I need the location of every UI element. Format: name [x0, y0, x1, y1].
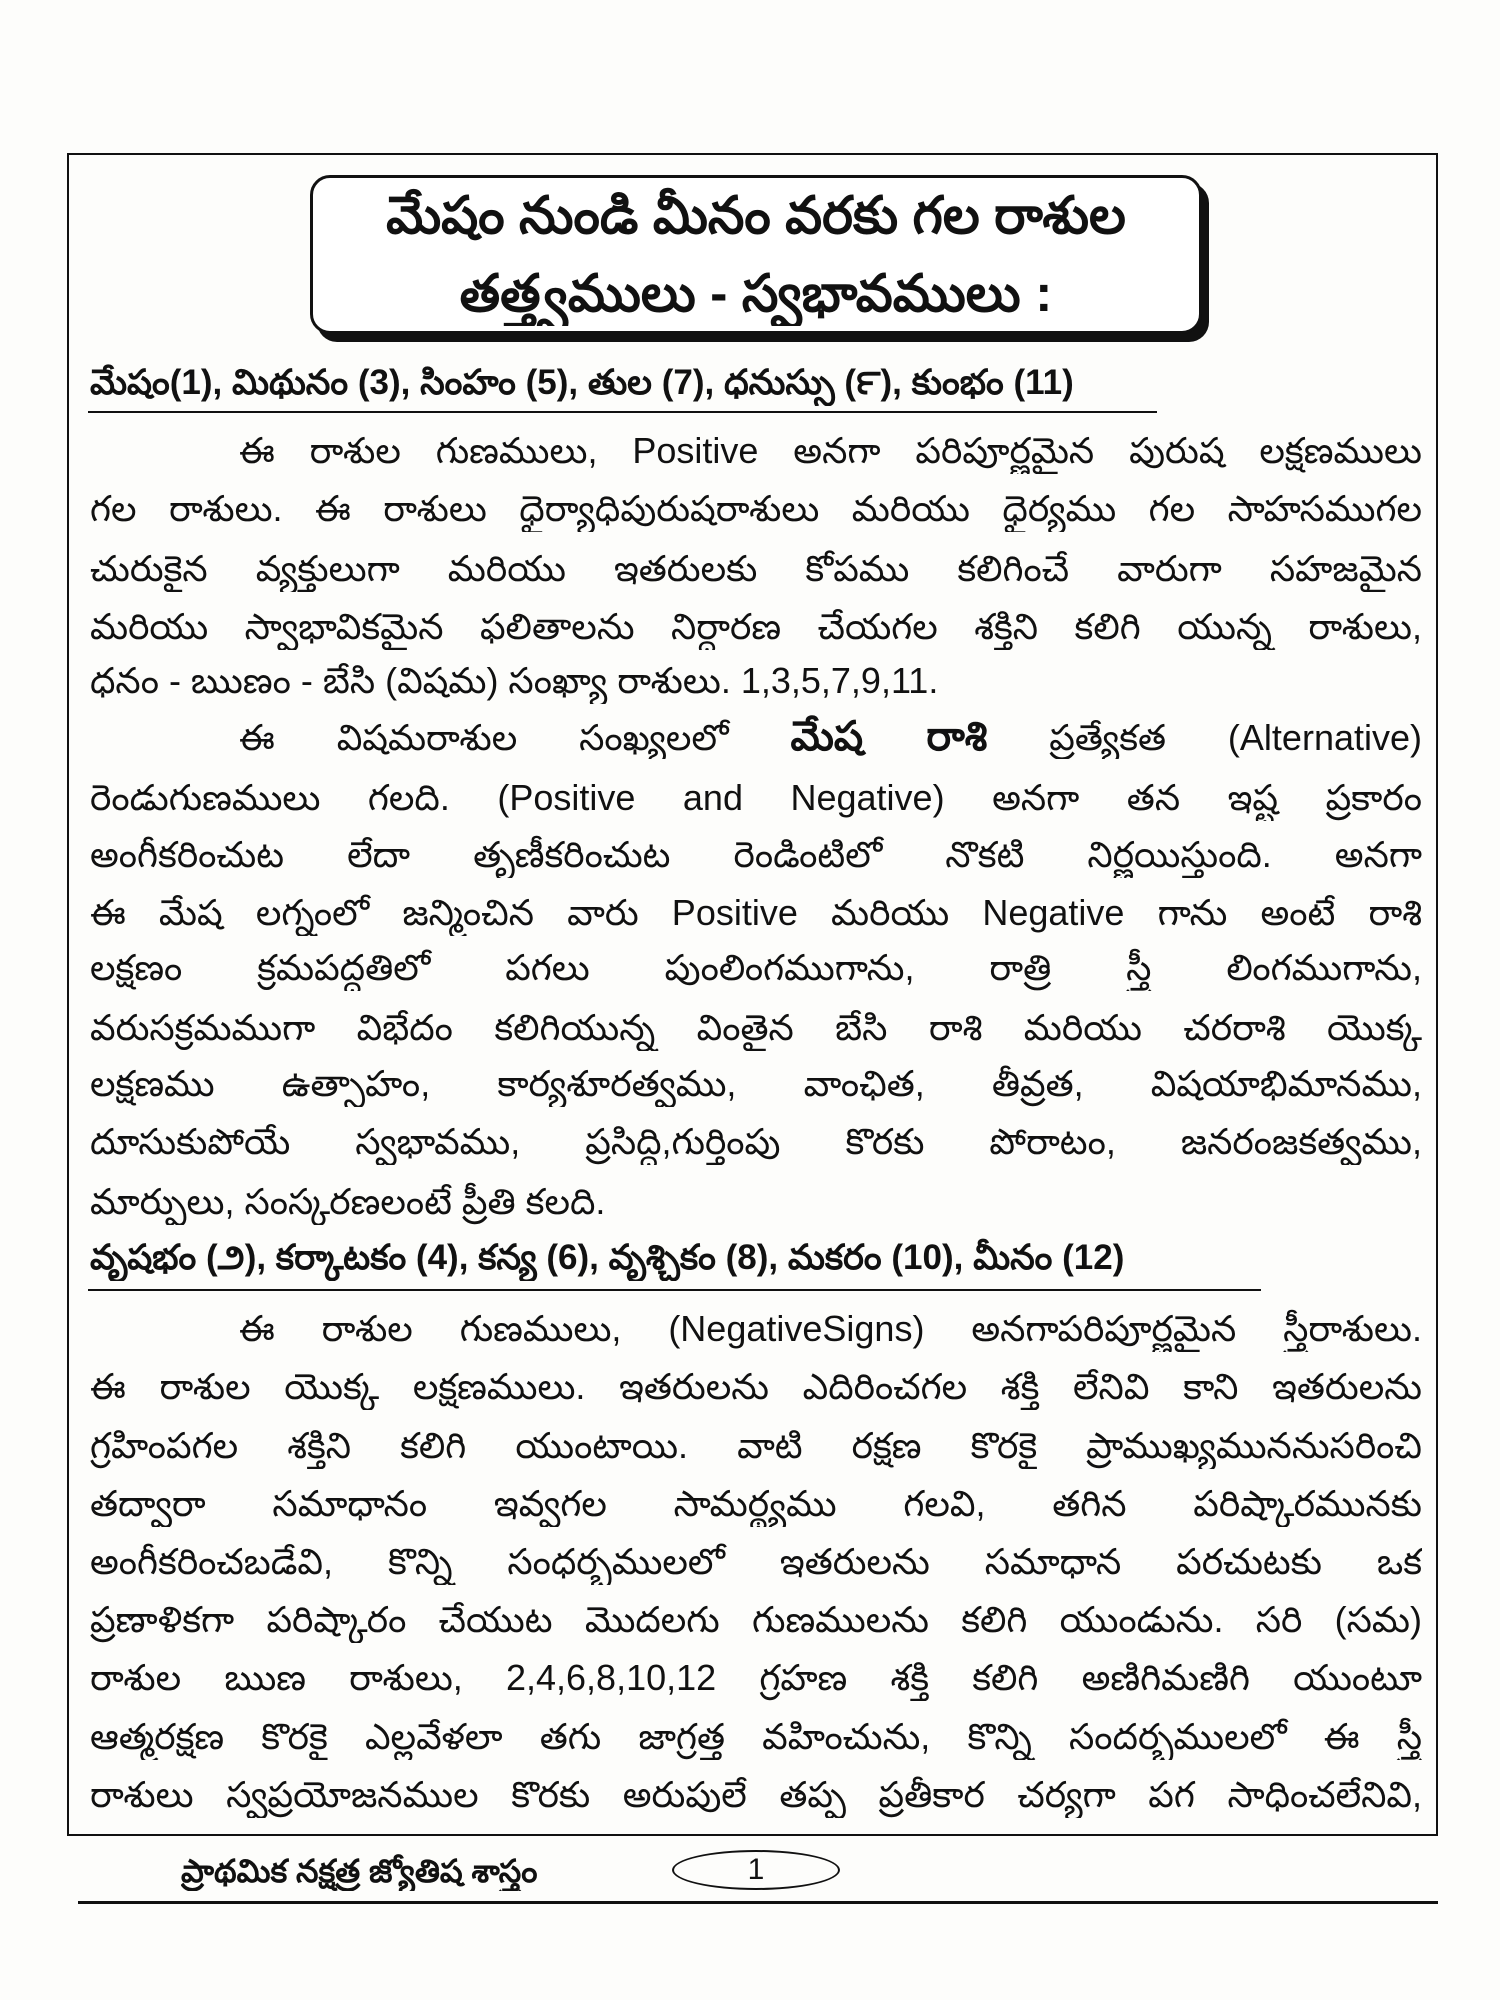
paragraph-line — [90, 546, 1422, 592]
line-text: చురుకైన వ్యక్తులుగా మరియు ఇతరులకు కోపము కలిగించే వారుగా సహజమైన — [90, 548, 1422, 589]
paragraph-line — [90, 1364, 1422, 1410]
footer-book-title — [181, 1851, 651, 1891]
paragraph-line — [90, 658, 1422, 704]
line-text: అంగీకరించబడేవి, కొన్ని సంధర్భములలో ఇతరులను సమాధాన పరచుటకు ఒక — [90, 1541, 1422, 1582]
paragraph-line — [90, 1597, 1422, 1643]
line-text: గ్రహింపగల శక్తిని కలిగి యుంటాయి. వాటి రక్షణ కొరకై ప్రాముఖ్యముననుసరించి — [90, 1425, 1422, 1466]
line-text: లక్షణము ఉత్సాహం, కార్యశూరత్వము, వాంఛిత, తీవ్రత, విషయాభిమానము, — [90, 1063, 1422, 1104]
paragraph-line — [90, 1423, 1422, 1469]
title-text: మేషం నుండి మీనం వరకు గల రాశుల — [386, 187, 1126, 245]
paragraph-line — [90, 890, 1422, 936]
line-text: వరుసక్రమముగా విభేదం కలిగియున్న వింతైన బేసి రాశి మరియు చరరాశి యొక్క — [90, 1007, 1422, 1048]
line-text: రాశులు స్వప్రయోజనముల కొరకు అరుపులే తప్ప ప్రతీకార చర్యగా పగ సాధించలేనివి, — [90, 1774, 1422, 1815]
paragraph-line — [90, 1119, 1422, 1165]
line-text: రాశుల ఋణ రాశులు, 2,4,6,8,10,12 గ్రహణ శక్తి కలిగి అణిగిమణిగి యుంటూ — [90, 1657, 1422, 1698]
heading-text: మేషం(1), మిథునం (3), సింహం (5), తుల (7), ధనుస్సు (౯), కుంభం (11) — [90, 363, 1074, 402]
line-text: మరియు స్వాభావికమైన ఫలితాలను నిర్ధారణ చేయగల శక్తిని కలిగి యున్న రాశులు, — [90, 606, 1422, 647]
title-line-2 — [333, 262, 1179, 326]
mesha-rasi-emphasis: మేష రాశి — [790, 713, 988, 759]
heading-text: వృషభం (౨), కర్కాటకం (4), కన్య (6), వృశ్చికం (8), మకరం (10), మీనం (12) — [90, 1238, 1125, 1277]
paragraph-line — [90, 1061, 1422, 1107]
paragraph-line — [90, 1539, 1422, 1585]
paragraph-line — [90, 1179, 1422, 1225]
line-text-before: ఈ విషమరాశుల సంఖ్యలలో — [239, 717, 729, 758]
paragraph-line — [239, 1306, 1422, 1352]
line-text: ఆత్మరక్షణ కొరకై ఎల్లవేళలా తగు జాగ్రత్త వహించును, కొన్ని సందర్భములలో ఈ స్త్రీ — [90, 1716, 1422, 1757]
line-text-after: ప్రత్యేకత (Alternative) — [1049, 717, 1422, 758]
even-signs-heading — [90, 1235, 1422, 1281]
paragraph-line — [239, 428, 1422, 474]
line-text: ప్రణాళికగా పరిష్కారం చేయుట మొదలగు గుణములను కలిగి యుండును. సరి (సమ) — [90, 1599, 1422, 1640]
paragraph-line — [90, 1714, 1422, 1760]
line-text: తద్వారా సమాధానం ఇవ్వగల సామర్థ్యము గలవి, తగిన పరిష్కారమునకు — [90, 1483, 1422, 1524]
line-text — [239, 713, 1422, 759]
paragraph-line — [90, 832, 1422, 878]
line-text: ఈ రాశుల గుణములు, Positive అనగా పరిపూర్ణమైన పురుష లక్షణములు — [239, 430, 1422, 471]
heading-underline — [88, 411, 1157, 413]
line-text: లక్షణం క్రమపద్ధతిలో పగలు పుంలింగముగాను, రాత్రి స్త్రీ లింగముగాను, — [90, 947, 1422, 988]
line-text: మార్పులు, సంస్కరణలంటే ప్రీతి కలది. — [90, 1181, 606, 1222]
heading-underline — [88, 1289, 1261, 1291]
line-text: ఈ మేష లగ్నంలో జన్మించిన వారు Positive మరియు Negative గాను అంటే రాశి — [90, 892, 1422, 933]
odd-signs-heading — [90, 360, 1422, 406]
paragraph-line — [90, 1655, 1422, 1701]
line-text: ధనం - ఋణం - బేసి (విషమ) సంఖ్యా రాశులు. 1,3,5,7,9,11. — [90, 660, 939, 701]
line-text: ఈ రాశుల యొక్క లక్షణములు. ఇతరులను ఎదిరించగల శక్తి లేనివి కాని ఇతరులను — [90, 1366, 1422, 1407]
paragraph-line — [90, 604, 1422, 650]
title-box — [310, 175, 1202, 334]
line-text: దూసుకుపోయే స్వభావము, ప్రసిద్ధి,గుర్తింపు కొరకు పోరాటం, జనరంజకత్వము, — [90, 1121, 1422, 1162]
footer-title-text: ప్రాథమిక నక్షత్ర జ్యోతిష శాస్త్రం — [181, 1853, 538, 1889]
line-text: ఈ రాశుల గుణములు, (NegativeSigns) అనగాపరిపూర్ణమైన స్త్రీరాశులు. — [239, 1308, 1422, 1349]
paragraph-line — [90, 1005, 1422, 1051]
paragraph-line — [90, 945, 1422, 991]
title-line-1 — [333, 184, 1179, 248]
paragraph-line — [90, 1481, 1422, 1527]
paragraph-line — [90, 775, 1422, 821]
line-text: గల రాశులు. ఈ రాశులు ధైర్యాధిపురుషరాశులు మరియు ధైర్యము గల సాహసముగల — [90, 488, 1422, 529]
line-text: రెండుగుణములు గలది. (Positive and Negative) అనగా తన ఇష్ట ప్రకారం — [90, 777, 1422, 818]
paragraph-line — [239, 713, 1422, 759]
line-text: అంగీకరించుట లేదా తృణీకరించుట రెండింటిలో నొకటి నిర్ణయిస్తుంది. అనగా — [90, 834, 1422, 875]
footer-rule — [78, 1901, 1438, 1904]
title-text: తత్త్వములు - స్వభావములు : — [459, 265, 1053, 323]
paragraph-line — [90, 486, 1422, 532]
paragraph-line — [90, 1772, 1422, 1818]
page-number: 1 — [672, 1850, 840, 1890]
